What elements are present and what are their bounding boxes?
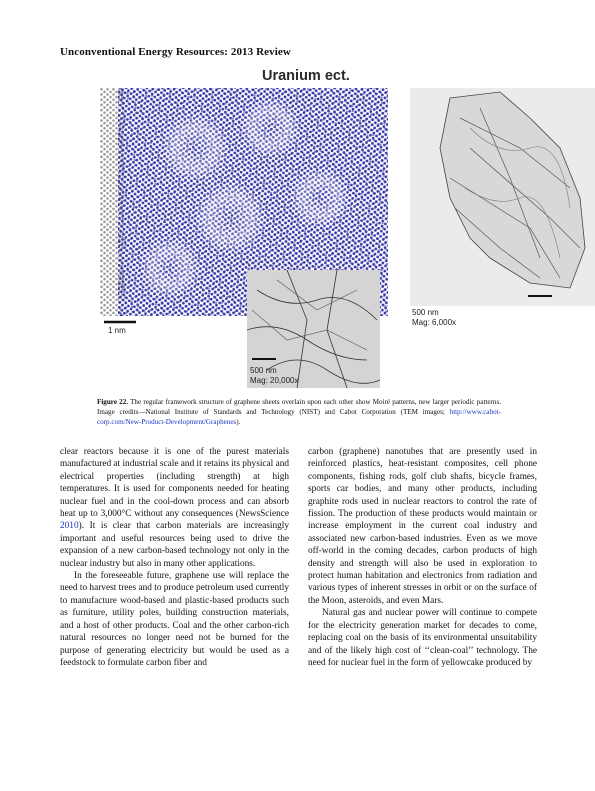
tem-small-scale-bar xyxy=(250,356,280,362)
right-paragraph-2: Natural gas and nuclear power will continue to compete for the electricity generation market for decades to come, replacing coal on the basis of its environmental unsuitability and of the likely high cost of ‘‘clean-coal’’ technology. The need for nuclear fuel in the form of yellowcake produced by xyxy=(308,608,537,668)
tem-large-scale: 500 nm Mag: 6,000x xyxy=(412,308,457,327)
tem-image-large xyxy=(410,88,595,306)
caption-text: The regular framework structure of graphene sheets overlain upon each other show Moiré patterns, new larger periodic patterns. Image credits—National Institute of Standards and Technology (NIST) and Cabot Corporation (TEM images; xyxy=(97,398,501,416)
caption-link[interactable]: http://www.cabot-corp.com/New-Product-Development/Graphenes xyxy=(97,408,501,426)
running-header: Unconventional Energy Resources: 2013 Review xyxy=(60,46,291,58)
caption-label: Figure 22. xyxy=(97,398,129,406)
right-column xyxy=(308,446,537,669)
figure-caption xyxy=(97,397,501,427)
figure-image xyxy=(100,88,520,388)
tem-small-scale: 500 nm Mag: 20,000x xyxy=(250,366,299,385)
left-paragraph-1: clear reactors because it is one of the purest materials manufactured at industrial scale and it retains its physical and electrical properties (including strength) at high temperatures. It is used for components needed for heating nuclear fuel and in the cool-down process and can absorb heat up to 3,000°C without any consequences (NewsScience 2010). It is clear that carbon materials are increasingly important and useful resources being used to drive the expansion of a new carbon-based technology not only in the nuclear industry but also in many other applications. xyxy=(60,447,289,569)
citation-link[interactable]: 2010 xyxy=(60,521,79,532)
figure-image-title: Uranium ect. xyxy=(262,68,350,84)
left-paragraph-2: In the foreseeable future, graphene use will replace the need to harvest trees and to produce petroleum used currently to manufacture wood-based and plastic-based products such as furniture, utility poles, building construction materials, and a host of other products. Coal and the other carbon-rich natural resources no longer need not be burned for the purpose of generating electricity but would be used as a feedstock to formulate carbon fiber and xyxy=(60,571,289,668)
left-column xyxy=(60,446,289,669)
right-paragraph-1: carbon (graphene) nanotubes that are presently used in reinforced plastics, heat-resistant composites, cell phone components, fishing rods, golf club shafts, bicycle frames, sports car bodies, and many other products, including graphite rods used in nuclear reactors to control the rate of fission. The production of these products would maintain or increase employment in the current coal industry and associated new carbon-based industries. Even as we move off-world in the coming decades, carbon products of high density and strength will also be used in exploration to protect human habitation and electronics from radiation and various types of inherent stresses in orbit or on the surface of the Moon, asteroids, and even Mars. xyxy=(308,447,537,606)
lattice-scale-label: 1 nm xyxy=(108,326,126,335)
caption-end: ). xyxy=(236,418,241,426)
